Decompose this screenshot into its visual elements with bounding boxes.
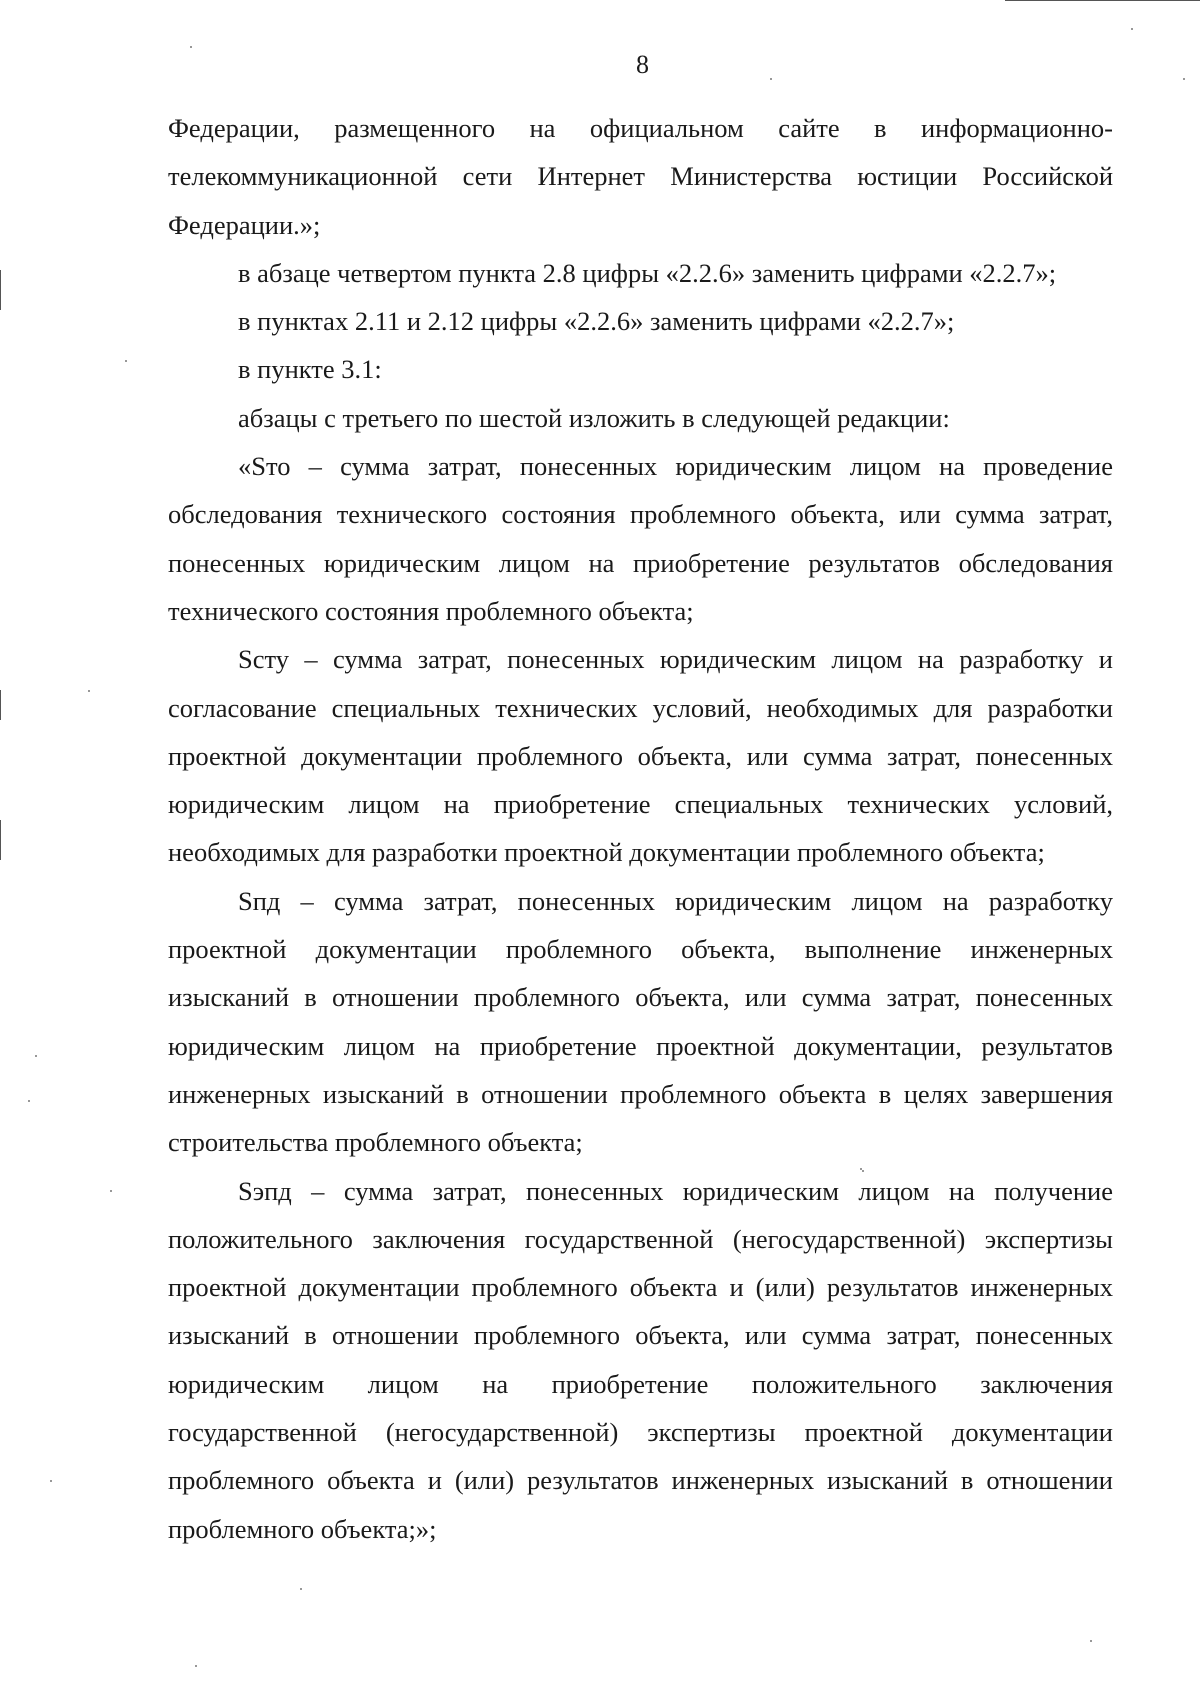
scan-edge-mark bbox=[0, 820, 1, 860]
paragraph: «Sто – сумма затрат, понесенных юридическим лицом на проведение обследования технического состояния проблемного объекта, или сумма затрат, понесенных юридическим лицом на приобретение результатов обследования технического состояния проблемного объекта; bbox=[168, 451, 1113, 626]
scan-speck bbox=[195, 1665, 197, 1667]
scan-speck bbox=[28, 1100, 30, 1102]
paragraph: Sэпд – сумма затрат, понесенных юридическим лицом на получение положительного заключения государственной (негосударственной) экспертизы проектной документации проблемного объекта и (или) результатов инженерных изысканий в отношении проблемного объекта, или сумма затрат, понесенных юридическим лицом на приобретение положительного заключения государственной (негосударственной) экспертизы проектной документации проблемного объекта и (или) результатов инженерных изысканий в отношении проблемного объекта;»; bbox=[168, 1175, 1113, 1544]
scan-speck bbox=[1090, 1640, 1092, 1642]
scan-edge-mark bbox=[0, 690, 1, 720]
paragraph: Sсту – сумма затрат, понесенных юридическим лицом на разработку и согласование специальных технических условий, необходимых для разработки проектной документации проблемного объекта, или сумма затрат, понесенных юридическим лицом на приобретение специальных технических условий, необходимых для разработки проектной документации проблемного объекта; bbox=[168, 644, 1113, 868]
scan-speck bbox=[1131, 28, 1133, 30]
scan-speck bbox=[862, 1170, 864, 1172]
paragraph: Федерации, размещенного на официальном сайте в информационно-телекоммуникационной сети Интернет Министерства юстиции Российской Федерации.»; bbox=[168, 113, 1113, 240]
scan-speck bbox=[300, 1588, 302, 1590]
paragraph: Sпд – сумма затрат, понесенных юридическим лицом на разработку проектной документации проблемного объекта, выполнение инженерных изысканий в отношении проблемного объекта, или сумма затрат, понесенных юридическим лицом на приобретение проектной документации, результатов инженерных изысканий в отношении проблемного объекта в целях завершения строительства проблемного объекта; bbox=[168, 885, 1113, 1158]
page-number: 8 bbox=[636, 50, 649, 79]
scan-speck bbox=[125, 360, 127, 362]
scan-speck bbox=[88, 690, 90, 692]
scan-speck bbox=[190, 46, 192, 48]
scan-edge-mark bbox=[0, 270, 1, 310]
paragraph: в пунктах 2.11 и 2.12 цифры «2.2.6» заменить цифрами «2.2.7»; bbox=[238, 306, 955, 337]
paragraph: в пункте 3.1: bbox=[238, 354, 382, 385]
scan-speck bbox=[1183, 78, 1185, 80]
scan-speck bbox=[35, 1055, 37, 1057]
paragraph: в абзаце четвертом пункта 2.8 цифры «2.2.6» заменить цифрами «2.2.7»; bbox=[238, 257, 1057, 288]
scan-speck bbox=[50, 1480, 52, 1482]
document-body bbox=[168, 104, 1113, 1553]
scan-speck bbox=[770, 78, 772, 80]
paragraph: абзацы с третьего по шестой изложить в следующей редакции: bbox=[238, 402, 950, 433]
scan-speck bbox=[110, 1190, 112, 1192]
scan-edge-mark bbox=[1005, 0, 1200, 1]
